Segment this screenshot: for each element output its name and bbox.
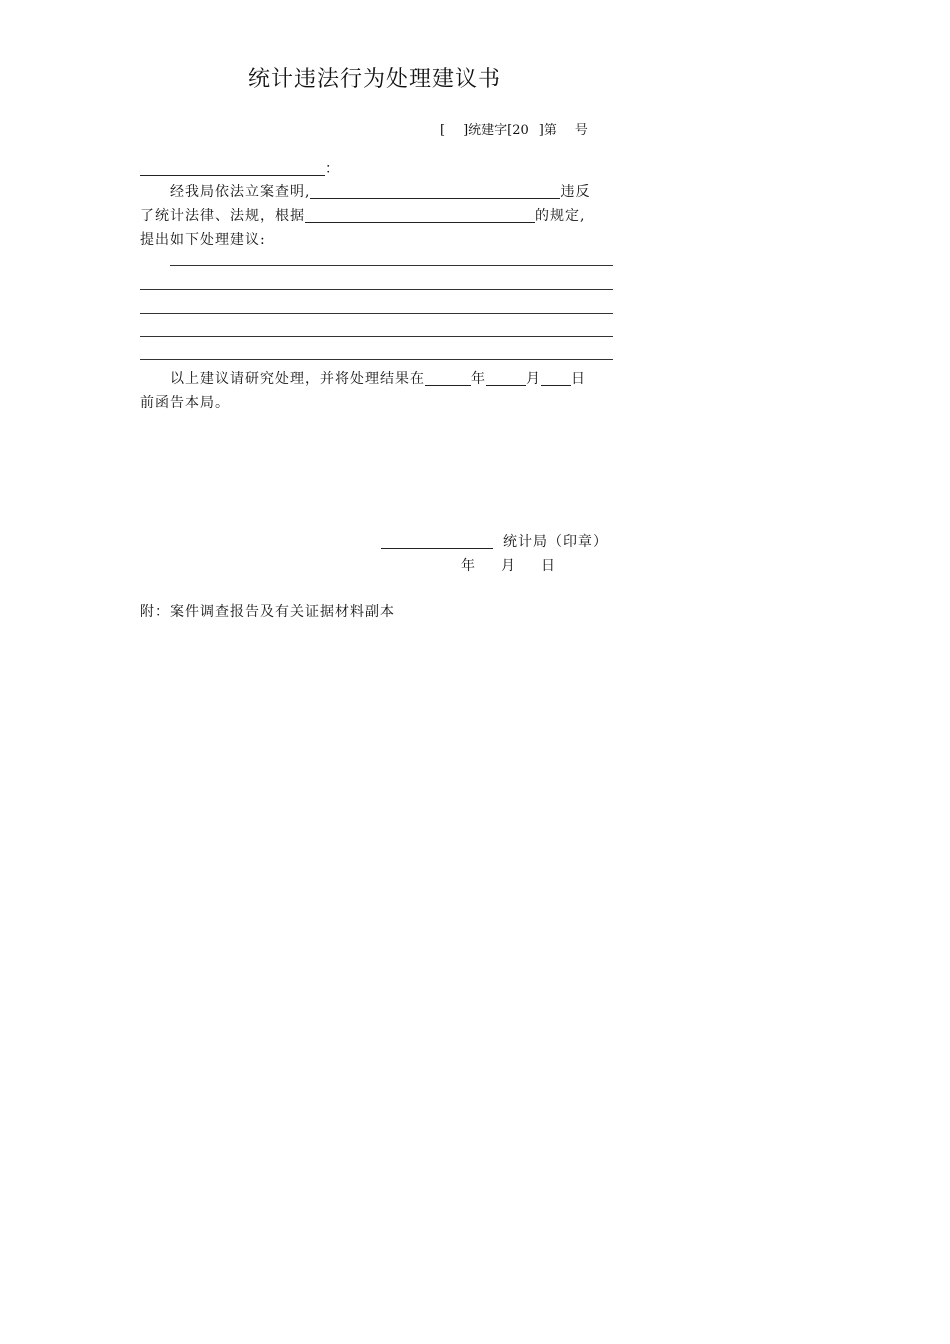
signature-year: 年 — [461, 558, 476, 574]
doc-number-open-bracket: [ — [440, 123, 446, 138]
doc-number-close: ]第 — [538, 123, 557, 138]
recipient-blank[interactable] — [140, 161, 325, 176]
para2-month: 月 — [526, 371, 541, 387]
signature-month: 月 — [501, 558, 516, 574]
para1-line3: 提出如下处理建议: — [140, 232, 266, 248]
suggestion-line-1[interactable] — [170, 265, 613, 266]
para1-line1-end: 违反 — [560, 184, 591, 200]
para2-line2: 前函告本局。 — [140, 395, 230, 411]
reply-day-blank[interactable] — [541, 371, 571, 386]
reply-month-blank[interactable] — [486, 371, 526, 386]
salutation-line — [140, 158, 340, 178]
para1-line1-start: 经我局依法立案查明, — [170, 184, 311, 200]
suggestion-line-4[interactable] — [140, 336, 613, 337]
para2-day: 日 — [571, 371, 586, 387]
law-basis-blank[interactable] — [305, 208, 535, 223]
bureau-name-blank[interactable] — [381, 534, 493, 549]
suggestion-line-3[interactable] — [140, 313, 613, 314]
document-number — [440, 119, 588, 138]
violation-blank[interactable] — [310, 184, 560, 199]
para2-year: 年 — [471, 371, 486, 387]
signature-day: 日 — [541, 558, 556, 574]
doc-number-suffix: 号 — [574, 123, 588, 138]
para2-line1 — [170, 368, 586, 388]
para1-line1 — [170, 181, 590, 201]
para1-line2-end: 的规定, — [535, 208, 586, 224]
para1-line2 — [140, 205, 585, 225]
attachment-note: 附：案件调查报告及有关证据材料副本 — [140, 604, 395, 620]
para1-line2-start: 了统计法律、法规，根据 — [140, 208, 305, 224]
salutation-colon: ： — [325, 161, 340, 177]
suggestion-line-5[interactable] — [140, 359, 613, 360]
signature-line — [381, 531, 608, 551]
doc-number-prefix: ]统建字[20 — [463, 123, 529, 138]
suggestion-line-2[interactable] — [140, 289, 613, 290]
document-title: 统计违法行为处理建议书 — [248, 67, 502, 92]
para2-start: 以上建议请研究处理，并将处理结果在 — [170, 371, 425, 387]
signature-date — [461, 555, 556, 575]
reply-year-blank[interactable] — [425, 371, 471, 386]
signature-org: 统计局（印章） — [503, 534, 608, 550]
